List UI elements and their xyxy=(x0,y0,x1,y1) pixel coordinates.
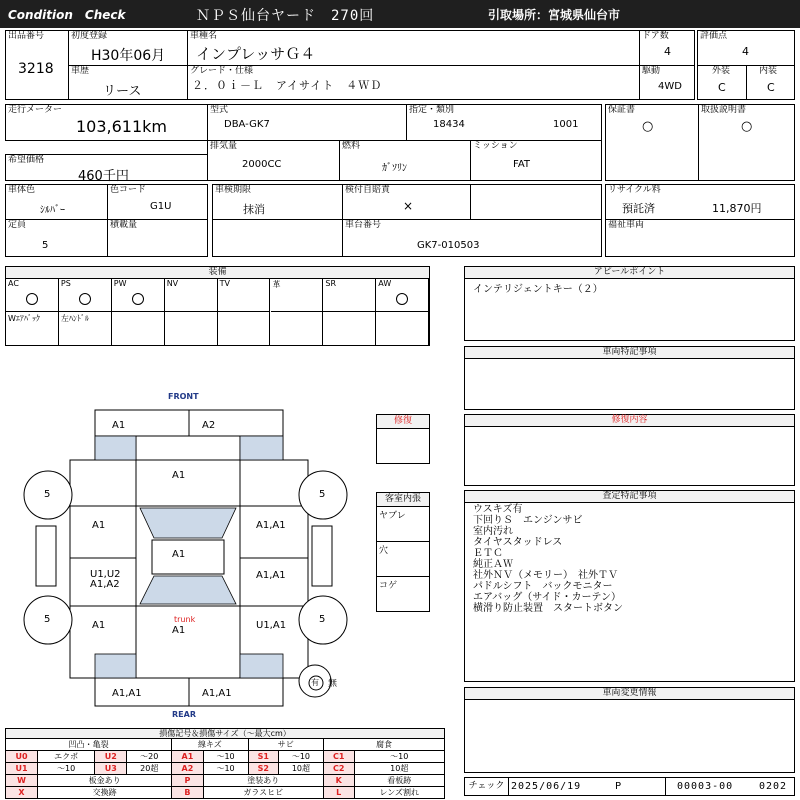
doors-label: ドア数 xyxy=(642,31,669,41)
assessment-line: 純正ＡＷ xyxy=(473,559,513,570)
inspection-label: 車検期限 xyxy=(215,185,252,195)
check-label: チェック xyxy=(465,778,509,795)
warranty-label: 保証書 xyxy=(608,105,636,115)
mark-trunk: A1 xyxy=(172,625,186,636)
assessment-line: ウスキズ有 xyxy=(473,504,523,515)
equip-label: TV xyxy=(219,279,230,288)
desired-price: 460千円 xyxy=(78,169,129,184)
header-location: 引取場所：宮城県仙台市 xyxy=(488,8,621,22)
equip-cell-row2-5 xyxy=(218,312,271,345)
score-label: 評価点 xyxy=(700,31,728,41)
manual-cell xyxy=(698,104,795,181)
legend-cell: 看板跡 xyxy=(354,775,444,787)
equip-label: Wｴｱﾊﾞｯｸ xyxy=(8,314,40,323)
welfare-cell xyxy=(605,219,795,257)
mark-right-front-door: A1,A1 xyxy=(256,520,286,531)
footer-bar xyxy=(464,777,795,796)
tire-front-left: 5 xyxy=(44,489,51,500)
liability-insurance: × xyxy=(403,199,414,213)
fuel-cell xyxy=(339,140,471,181)
drive-label: 駆動 xyxy=(642,66,661,76)
load-cell xyxy=(107,219,208,257)
lot-number: 3218 xyxy=(18,61,54,77)
colorcode-cell xyxy=(107,184,208,220)
doors-cell xyxy=(639,30,695,66)
manual-mark: ○ xyxy=(741,119,753,134)
assessment-line: タイヤスタッドレス xyxy=(473,537,563,548)
mileage: 103,611km xyxy=(76,117,168,136)
header-title: ＮＰＳ仙台ヤード 270回 xyxy=(196,8,375,24)
color-code: G1U xyxy=(150,201,172,212)
appeal-text: インテリジェントキー（２） xyxy=(473,284,603,295)
body-color: ｼﾙﾊﾞｰ xyxy=(40,205,65,216)
recycle-cell xyxy=(605,184,795,220)
cabin-box xyxy=(376,492,430,612)
inspection: 抹消 xyxy=(243,203,265,216)
legend-cell: S2 xyxy=(248,763,278,775)
transmission-label: ミッション xyxy=(473,141,518,151)
manual-label: 取扱説明書 xyxy=(701,105,747,115)
change-info-title: 車両変更情報 xyxy=(465,688,794,700)
exterior-label: 外装 xyxy=(712,66,731,76)
first-reg-cell xyxy=(68,30,188,66)
legend-cell: 板金あり xyxy=(37,775,171,787)
legend-head: サビ xyxy=(248,739,323,751)
equip-cell-row2-8 xyxy=(376,312,429,345)
legend-cell: ガラスヒビ xyxy=(203,787,323,799)
designation-label: 指定・類別 xyxy=(409,105,455,115)
mark-left-quarter: A1 xyxy=(92,620,106,631)
legend-cell: W xyxy=(6,775,38,787)
trunk-label: trunk xyxy=(174,615,196,624)
grade: ２．０ｉ－Ｌ アイサイト ４ＷＤ xyxy=(192,79,383,92)
repair-box xyxy=(376,414,430,464)
assessment-line: 社外ＮＶ（メモリー） 社外ＴＶ xyxy=(473,570,618,581)
legend-table xyxy=(5,738,445,799)
price-label: 希望価格 xyxy=(8,155,45,165)
model-type: DBA-GK7 xyxy=(224,119,270,130)
special-notes-section xyxy=(464,346,795,410)
equip-label: NV xyxy=(166,279,179,288)
legend-cell: 20超 xyxy=(127,763,172,775)
legend-cell: 10超 xyxy=(354,763,444,775)
mark-rear-bumper-right: A1,A1 xyxy=(202,688,232,699)
assessment-line: パドルシフト バックモニター xyxy=(473,581,613,592)
header-left: Condition Check xyxy=(8,8,126,22)
check-code: 0202 xyxy=(759,781,788,792)
displacement: 2000CC xyxy=(242,159,282,170)
equip-circle-mark xyxy=(26,293,38,305)
recycle-label: リサイクル料 xyxy=(608,185,661,195)
equip-label: 革 xyxy=(272,280,281,289)
legend-head: 凹凸・亀裂 xyxy=(6,739,172,751)
recycle-fee: 11,870円 xyxy=(712,202,762,215)
first-reg: H30年06月 xyxy=(91,48,166,64)
equip-label: 左ﾊﾝﾄﾞﾙ xyxy=(60,314,89,323)
assessment-line: 室内汚れ xyxy=(473,526,513,537)
mark-front-bumper-left: A1 xyxy=(112,420,126,431)
legend-cell: ～10 xyxy=(203,751,248,763)
equip-cell-1 xyxy=(6,279,59,312)
color-label: 車体色 xyxy=(8,185,36,195)
blank-cell xyxy=(470,184,602,220)
blank-cell-2 xyxy=(212,219,343,257)
drive-cell xyxy=(639,65,695,100)
interior-cell xyxy=(746,65,795,100)
model-cell xyxy=(187,30,640,66)
history-label: 車歴 xyxy=(71,66,90,76)
type-cell xyxy=(207,104,407,141)
legend-head: 線キズ xyxy=(172,739,248,751)
grade-cell xyxy=(187,65,640,100)
assessment-line: 下回りＳ エンジンサビ xyxy=(473,515,583,526)
capacity-label: 定員 xyxy=(8,220,27,230)
capacity: 5 xyxy=(42,240,49,251)
legend-cell: K xyxy=(323,775,354,787)
cabin-tear-label: ヤブレ xyxy=(379,511,406,521)
welfare-label: 福祉車両 xyxy=(608,220,645,230)
inspection-cell xyxy=(212,184,343,220)
footer-divider xyxy=(665,778,667,795)
equip-cell-row2-7 xyxy=(323,312,376,345)
colorcode-label: 色コード xyxy=(110,185,147,195)
legend-cell: U1 xyxy=(6,763,38,775)
transmission-cell xyxy=(470,140,602,181)
category-number: 1001 xyxy=(553,119,579,130)
equip-label: PW xyxy=(113,279,127,288)
liability-label: 検付自賠責 xyxy=(345,185,391,195)
legend-cell: 塗装あり xyxy=(203,775,323,787)
legend-cell: P xyxy=(172,775,203,787)
lot-label: 出品番号 xyxy=(8,31,45,41)
equip-label: AC xyxy=(8,279,19,288)
legend-cell: A2 xyxy=(172,763,203,775)
history: リース xyxy=(103,84,142,99)
equip-cell-8 xyxy=(376,279,429,312)
equip-cell-7 xyxy=(323,279,376,312)
designation-cell xyxy=(406,104,602,141)
legend-cell: ～10 xyxy=(37,763,94,775)
legend-cell: S1 xyxy=(248,751,278,763)
chassis-cell xyxy=(342,219,602,257)
assessment-section xyxy=(464,490,795,682)
equip-circle-mark xyxy=(132,293,144,305)
assessment-line: 横滑り防止装置 スタートボタン xyxy=(473,603,623,614)
mark-roof: A1 xyxy=(172,549,186,560)
appeal-title: アピールポイント xyxy=(465,267,794,279)
cabin-hole-label: 穴 xyxy=(379,546,389,556)
score: 4 xyxy=(742,45,749,58)
legend-cell: ～10 xyxy=(278,751,323,763)
legend-cell: レンズ割れ xyxy=(354,787,444,799)
cabin-row-hole xyxy=(377,542,429,577)
mark-rear-bumper-left: A1,A1 xyxy=(112,688,142,699)
history-cell xyxy=(68,65,188,100)
cabin-row-burn xyxy=(377,577,429,611)
legend-cell: ～10 xyxy=(203,763,248,775)
legend-head: 腐食 xyxy=(323,739,444,751)
mileage-label: 走行メーター xyxy=(8,105,63,115)
fuel: ｶﾞｿﾘﾝ xyxy=(382,163,407,174)
load-label: 積載量 xyxy=(110,220,138,230)
equip-label: AW xyxy=(378,279,392,288)
model-label: 車種名 xyxy=(190,31,218,41)
spare-have: 有 xyxy=(311,678,319,687)
interior-label: 内装 xyxy=(759,66,778,76)
check-date: 2025/06/19 xyxy=(511,781,582,792)
legend-cell: ～10 xyxy=(354,751,444,763)
equip-cell-row2-4 xyxy=(165,312,218,345)
model-name: インプレッサＧ４ xyxy=(196,45,316,63)
tire-rear-right: 5 xyxy=(319,614,326,625)
legend-cell: C1 xyxy=(323,751,354,763)
spare-none: 無 xyxy=(328,679,338,689)
repair-details-title: 修復内容 xyxy=(465,415,794,427)
rear-label: REAR xyxy=(172,710,196,719)
cabin-burn-label: コゲ xyxy=(379,581,398,591)
equipment-table xyxy=(5,266,430,346)
displacement-label: 排気量 xyxy=(210,141,238,151)
front-label: FRONT xyxy=(168,392,199,401)
legend-cell: C2 xyxy=(323,763,354,775)
equip-circle-mark xyxy=(396,293,408,305)
equip-cell-row2-6 xyxy=(271,312,324,345)
legend-cell: A1 xyxy=(172,751,203,763)
recycle-status: 預託済 xyxy=(622,202,655,215)
equip-cell-4 xyxy=(165,279,218,312)
score-cell xyxy=(697,30,795,66)
exterior-grade: C xyxy=(718,81,726,94)
interior-grade: C xyxy=(767,81,775,94)
check-number: 00003-00 xyxy=(677,781,734,792)
special-notes-title: 車両特記事項 xyxy=(465,347,794,359)
mark-front-bumper-right: A2 xyxy=(202,420,216,431)
cabin-label: 客室内張 xyxy=(377,493,429,507)
equip-label: SR xyxy=(325,279,337,288)
first-reg-label: 初度登録 xyxy=(71,31,108,41)
equip-cell-2 xyxy=(59,279,112,312)
legend-cell: エクボ xyxy=(37,751,94,763)
assessment-title: 査定特記事項 xyxy=(465,491,794,503)
header-bar xyxy=(0,0,800,28)
equip-cell-6 xyxy=(271,279,324,312)
legend-cell: X xyxy=(6,787,38,799)
lot-cell xyxy=(5,30,69,100)
legend-cell: 交換跡 xyxy=(37,787,171,799)
legend-title: 損傷記号＆損傷サイズ（～最大cm） xyxy=(5,728,445,739)
equip-cell-row2-3 xyxy=(112,312,165,345)
transmission: FAT xyxy=(513,159,531,170)
cabin-row-tear xyxy=(377,507,429,542)
displacement-cell xyxy=(207,140,340,181)
tire-front-right: 5 xyxy=(319,489,326,500)
equip-label: PS xyxy=(60,279,71,288)
legend-cell: L xyxy=(323,787,354,799)
legend-cell: B xyxy=(172,787,203,799)
damage-diagram xyxy=(0,388,465,724)
legend-cell: U0 xyxy=(6,751,38,763)
exterior-cell xyxy=(697,65,747,100)
designation-number: 18434 xyxy=(433,119,465,130)
warranty-mark: ○ xyxy=(642,119,654,134)
fuel-label: 燃料 xyxy=(342,141,361,151)
appeal-section xyxy=(464,266,795,341)
mark-right-quarter: U1,A1 xyxy=(256,620,287,631)
drive: 4WD xyxy=(658,81,682,92)
repair-details-section xyxy=(464,414,795,486)
color-cell xyxy=(5,184,108,220)
chassis-number: GK7-010503 xyxy=(417,240,480,251)
mark-left-rear-door: U1,U2 A1,A2 xyxy=(90,569,121,590)
mark-right-rear-door: A1,A1 xyxy=(256,570,286,581)
type-label: 型式 xyxy=(210,105,229,115)
legend-cell: ～20 xyxy=(127,751,172,763)
assessment-line: エアバッグ（サイド・カーテン） xyxy=(473,592,621,603)
equipment-title: 装備 xyxy=(6,267,429,279)
equip-cell-row2-2 xyxy=(59,312,112,345)
capacity-cell xyxy=(5,219,108,257)
equip-cell-3 xyxy=(112,279,165,312)
mark-hood: A1 xyxy=(172,470,186,481)
equip-circle-mark xyxy=(79,293,91,305)
mileage-cell xyxy=(5,104,208,141)
legend-cell: U2 xyxy=(95,751,127,763)
warranty-cell xyxy=(605,104,699,181)
legend-cell: 10超 xyxy=(278,763,323,775)
change-info-section xyxy=(464,687,795,773)
assessment-line: ＥＴＣ xyxy=(473,548,503,559)
equip-cell-row2-1 xyxy=(6,312,59,345)
chassis-label: 車台番号 xyxy=(345,220,382,230)
liability-cell xyxy=(342,184,471,220)
check-p: P xyxy=(615,781,622,792)
repair-label: 修復 xyxy=(377,415,429,429)
mark-left-front-door: A1 xyxy=(92,520,106,531)
doors: 4 xyxy=(664,45,671,58)
equip-cell-5 xyxy=(218,279,271,312)
legend-cell: U3 xyxy=(95,763,127,775)
grade-label: グレード・仕様 xyxy=(190,66,254,76)
tire-rear-left: 5 xyxy=(44,614,51,625)
price-cell xyxy=(5,154,208,184)
